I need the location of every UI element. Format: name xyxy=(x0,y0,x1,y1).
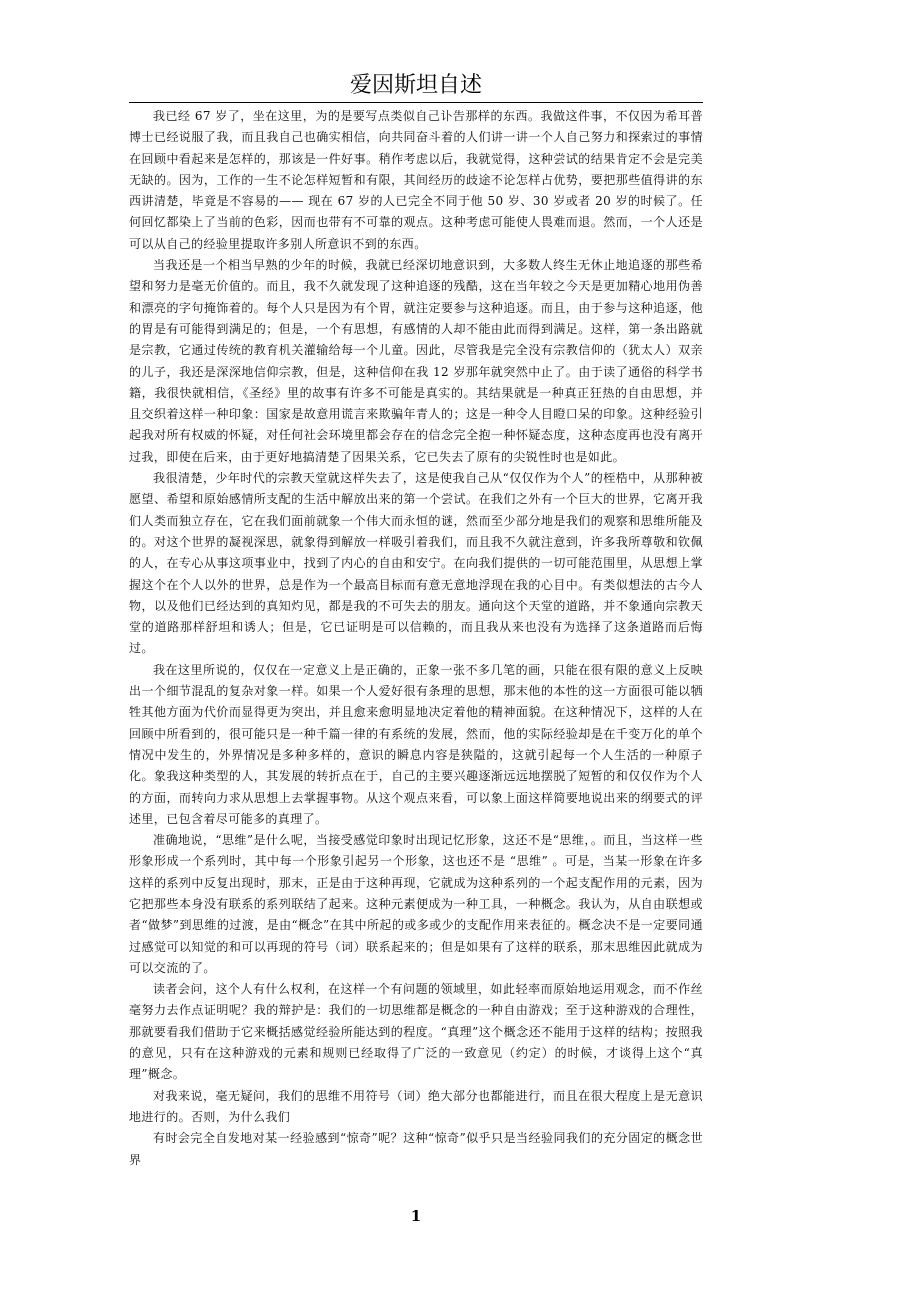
paragraph: 我已经 67 岁了，坐在这里，为的是要写点类似自己讣告那样的东西。我做这件事，不仅因为希耳普博士已经说服了我，而且我自己也确实相信，向共同奋斗着的人们讲一讲一个人自己努力和探索过的事情在回顾中看起来是怎样的，那该是一件好事。稍作考虑以后，我就觉得，这种尝试的结果肯定不会是完美无缺的。因为，工作的一生不论怎样短暂和有限，其间经历的歧途不论怎样占优势，要把那些值得讲的东西讲清楚，毕竟是不容易的—— 现在 67 岁的人已完全不同于他 50 岁、30 岁或者 20 岁的时候了。任何回忆都染上了当前的色彩，因而也带有不可靠的观点。这种考虑可能使人畏难而退。然而，一个人还是可以从自己的经验里提取许多别人所意识不到的东西。 xyxy=(129,109,703,251)
document-body xyxy=(129,106,703,1171)
paragraph: 准确地说，“思维”是什么呢，当接受感觉印象时出现记忆形象，这还不是“思维，。而且，当这样一些形象形成一个系列时，其中每一个形象引起另一个形象，这也还不是 “思维” 。可是，当某一形象在许多这样的系列中反复出现时，那末，正是由于这种再现，它就成为这种系列的一个起支配作用的元素，因为它把那些本身没有联系的系列联结了起来。这种元素便成为一种工具，一种概念。我认为，从自由联想或者“做梦”到思维的过渡，是由“概念”在其中所起的或多或少的支配作用来表征的。概念决不是一定要同通过感觉可以知觉的和可以再现的符号（词）联系起来的；但是如果有了这样的联系，那末思维因此就成为可以交流的了。 xyxy=(129,833,703,975)
paragraph: 读者会问，这个人有什么权利，在这样一个有问题的领域里，如此轻率而原始地运用观念，而不作丝毫努力去作点证明呢？我的辩护是：我们的一切思维都是概念的一种自由游戏；至于这种游戏的合理性，那就要看我们借助于它来概括感觉经验所能达到的程度。“真理”这个概念还不能用于这样的结构；按照我的意见，只有在这种游戏的元素和规则已经取得了广泛的一致意见（约定）的时候，才谈得上这个“真理”概念。 xyxy=(129,982,703,1082)
paragraph: 我很清楚，少年时代的宗教天堂就这样失去了，这是使我自己从“仅仅作为个人”的桎梏中，从那种被愿望、希望和原始感情所支配的生活中解放出来的第一个尝试。在我们之外有一个巨大的世界，它离开我们人类而独立存在，它在我们面前就象一个伟大而永恒的谜，然而至少部分地是我们的观察和思维所能及的。对这个世界的凝视深思，就象得到解放一样吸引着我们，而且我不久就注意到，许多我所尊敬和钦佩的人，在专心从事这项事业中，找到了内心的自由和安宁。在向我们提供的一切可能范围里，从思想上掌握这个在个人以外的世界，总是作为一个最高目标而有意无意地浮现在我的心目中。有类似想法的古今人物，以及他们已经达到的真知灼见，都是我的不可失去的朋友。通向这个天堂的道路，并不象通向宗教天堂的道路那样舒坦和诱人；但是，它已证明是可以信赖的，而且我从来也没有为选择了这条道路而后悔过。 xyxy=(129,471,703,656)
document-title: 爱因斯坦自述 xyxy=(349,73,482,98)
paragraph: 对我来说，毫无疑问，我们的思维不用符号（词）绝大部分也都能进行，而且在很大程度上是无意识地进行的。否则，为什么我们 xyxy=(129,1088,703,1124)
title-divider xyxy=(129,102,703,103)
page-number: 1 xyxy=(410,1207,422,1225)
paragraph: 有时会完全自发地对某一经验感到“惊奇”呢？这种“惊奇”似乎只是当经验同我们的充分固定的概念世界 xyxy=(129,1131,703,1167)
paragraph: 我在这里所说的，仅仅在一定意义上是正确的，正象一张不多几笔的画，只能在很有限的意义上反映出一个细节混乱的复杂对象一样。如果一个人爱好很有条理的思想，那末他的本性的这一方面很可能以牺牲其他方面为代价而显得更为突出，并且愈来愈明显地决定着他的精神面貌。在这种情况下，这样的人在回顾中所看到的，很可能只是一种千篇一律的有系统的发展，然而，他的实际经验却是在千变万化的单个情况中发生的，外界情况是多种多样的，意识的瞬息内容是狭隘的，这就引起每一个人生活的一种原子化。象我这种类型的人，其发展的转折点在于，自己的主要兴趣逐渐远远地摆脱了短暂的和仅仅作为个人的方面，而转向力求从思想上去掌握事物。从这个观点来看，可以象上面这样简要地说出来的纲要式的评述里，已包含着尽可能多的真理了。 xyxy=(129,662,703,826)
paragraph: 当我还是一个相当早熟的少年的时候，我就已经深切地意识到，大多数人终生无休止地追逐的那些希望和努力是毫无价值的。而且，我不久就发现了这种追逐的残酷，这在当年较之今天是更加精心地用伪善和漂亮的字句掩饰着的。每个人只是因为有个胃，就注定要参与这种追逐。而且，由于参与这种追逐，他的胃是有可能得到满足的；但是，一个有思想，有感情的人却不能由此而得到满足。这样，第一条出路就是宗教，它通过传统的教育机关灌输给每一个儿童。因此，尽管我是完全没有宗教信仰的（犹太人）双亲的儿子，我还是深深地信仰宗教，但是，这种信仰在我 12 岁那年就突然中止了。由于读了通俗的科学书籍，我很快就相信，《圣经》里的故事有许多不可能是真实的。其结果就是一种真正狂热的自由思想，并且交织着这样一种印象：国家是故意用谎言来欺骗年青人的；这是一种令人目瞪口呆的印象。这种经验引起我对所有权威的怀疑，对任何社会环境里都会存在的信念完全抱一种怀疑态度，这种态度再也没有离开过我，即使在后来，由于更好地搞清楚了因果关系，它已失去了原有的尖锐性时也是如此。 xyxy=(129,258,703,464)
